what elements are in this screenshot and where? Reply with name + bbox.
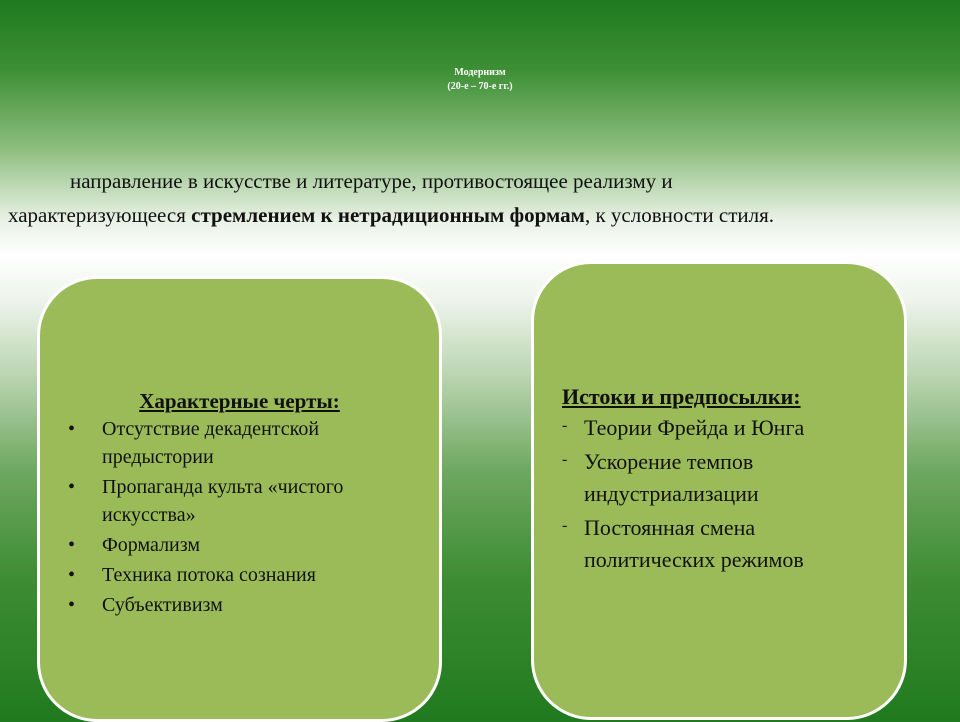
list-item-text: Отсутствие декадентской предыстории — [102, 418, 320, 468]
list-item — [68, 531, 419, 559]
list-item-text: Субъективизм — [102, 594, 223, 616]
list-item — [68, 561, 419, 589]
slide-title — [0, 66, 960, 94]
list-item — [556, 412, 888, 444]
origins-heading: Истоки и предпосылки: — [562, 384, 801, 409]
origins-card — [531, 261, 907, 720]
list-item-text: Техника потока сознания — [102, 564, 316, 586]
title-main: Модернизм — [454, 67, 506, 78]
list-item — [68, 415, 419, 471]
bullet-icon: • — [68, 418, 76, 440]
list-item-text: Ускорение темпов индустриализации — [584, 449, 759, 506]
title-period: (20-е – 70-е гг.) — [447, 81, 513, 92]
bullet-icon: • — [68, 594, 76, 616]
definition-part-3: , к условности стиля. — [584, 203, 775, 227]
definition-bold: стремлением к нетрадиционным формам — [191, 203, 585, 227]
dash-icon: - — [562, 517, 568, 534]
list-item — [68, 591, 419, 619]
list-item — [556, 512, 888, 576]
bullet-icon: • — [68, 564, 76, 586]
definition-text — [8, 164, 952, 232]
characteristics-card — [37, 276, 442, 722]
dash-icon: - — [562, 417, 568, 434]
definition-line-1: направление в искусстве и литературе, противостоящее реализму и — [70, 169, 673, 193]
list-item — [556, 446, 888, 510]
list-item-text: Постоянная смена политических режимов — [584, 515, 804, 572]
list-item — [68, 473, 419, 529]
list-item-text: Теории Фрейда и Юнга — [584, 415, 805, 440]
origins-list — [534, 412, 904, 576]
definition-line-2 — [8, 203, 774, 227]
characteristics-list — [40, 415, 439, 619]
list-item-text: Формализм — [102, 534, 201, 556]
characteristics-heading: Характерные черты: — [139, 389, 340, 413]
definition-part-2: характеризующееся — [8, 203, 192, 227]
list-item-text: Пропаганда культа «чистого искусства» — [102, 476, 344, 526]
dash-icon: - — [562, 451, 568, 468]
bullet-icon: • — [68, 534, 76, 556]
bullet-icon: • — [68, 476, 76, 498]
